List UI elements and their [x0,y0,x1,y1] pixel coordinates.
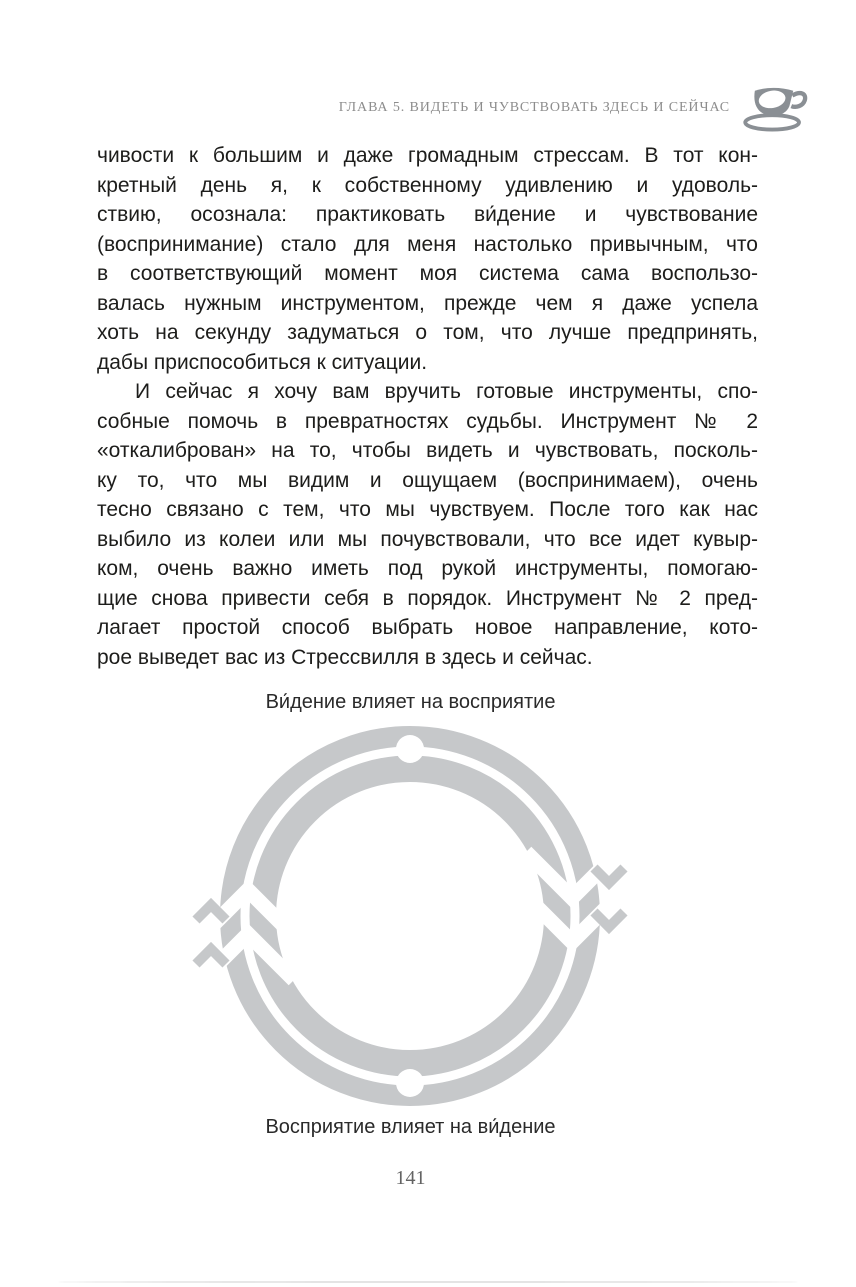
text-line: кретный день я, к собственному удивлению и удоволь- [97,173,758,197]
text-line: собные помочь в превратностях судьбы. Инструмент № 2 [97,409,758,433]
running-head [339,84,810,132]
figure-caption-top: Ви́дение влияет на восприятие [265,691,556,713]
text-line: И сейчас я хочу вам вручить готовые инструменты, спо- [135,380,758,403]
text-line: чивости к большим и даже громадным стрессам. В тот кон- [97,144,758,167]
body-text [97,141,758,672]
text-line: ком, очень важно иметь под рукой инструменты, помогаю- [97,557,758,580]
text-line: дабы приспособиться к ситуации. [97,350,428,374]
text-line: рое выведет вас из Стрессвилля в здесь и сейчас. [97,645,593,669]
top-node-dot [396,735,424,763]
bottom-node-dot [396,1069,424,1097]
text-line: тесно связано с тем, что мы чувствуем. После того как нас [97,498,758,521]
cycle-ring [248,754,572,1078]
chapter-title: ГЛАВА 5. ВИДЕТЬ И ЧУВСТВОВАТЬ ЗДЕСЬ И СЕЙЧАС [338,100,730,115]
text-line: выбило из колеи или мы почувствовали, что все идет кувыр- [97,527,758,551]
text-line: щие снова привести себя в порядок. Инструмент № 2 пред- [97,586,758,610]
text-line: (воспринимание) стало для меня настолько привычным, что [97,232,758,256]
cycle-diagram [190,696,630,1136]
text-line: хоть на секунду задуматься о том, что лучше предпринять, [97,321,758,344]
text-line: «откалиброван» на то, чтобы видеть и чувствовать, посколь- [97,439,758,462]
teacup-icon [740,84,810,132]
text-line: лагает простой способ выбрать новое направление, кото- [97,616,758,639]
page-edge-shadow [58,1281,798,1283]
text-line: ствию, осознала: практиковать ви́дение и чувствование [97,203,758,226]
orbit-line [245,751,575,1081]
text-line: ку то, что мы видим и ощущаем (воспринимаем), очень [97,468,758,492]
page-number: 141 [395,1167,426,1189]
text-line: в соответствующий момент моя система сама воспользо- [97,262,758,285]
figure-caption-bottom: Восприятие влияет на ви́дение [265,1116,556,1138]
text-line: валась нужным инструментом, прежде чем я даже успела [97,291,758,315]
